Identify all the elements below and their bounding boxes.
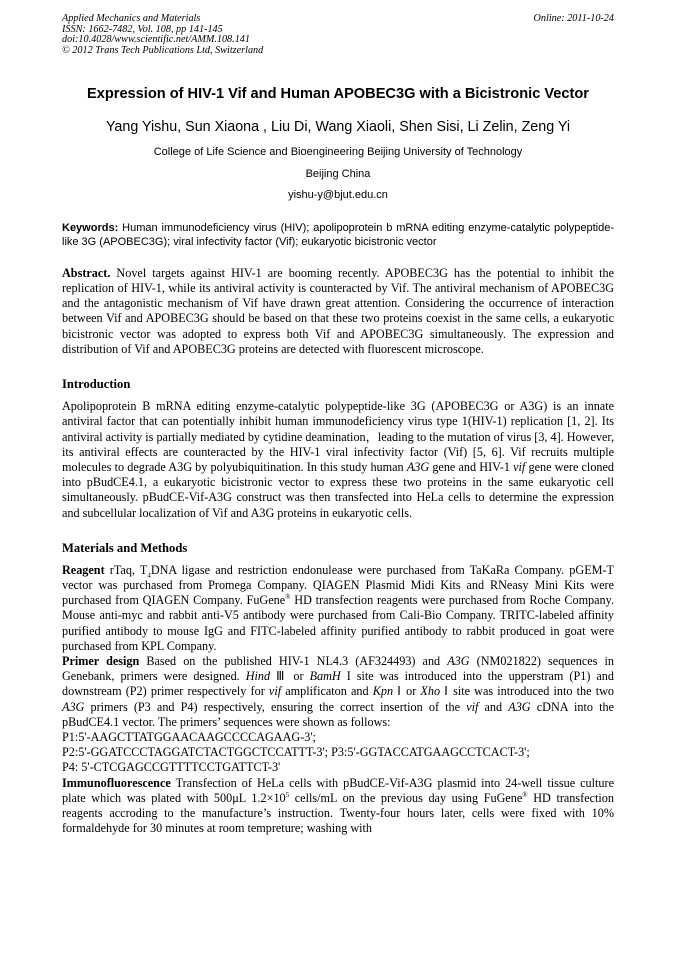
primer-text-f: Ⅰ or <box>393 684 421 699</box>
paper-page <box>62 14 614 836</box>
primer-text-a: Based on the published HIV-1 NL4.3 (AF324493) and <box>139 653 448 668</box>
abstract-label: Abstract. <box>62 265 111 280</box>
affiliation <box>62 142 614 207</box>
enzyme-bamh: BamH <box>309 669 341 684</box>
primer-text-h: primers (P3 and P4) respectively, ensuring the correct insertion of the <box>84 699 467 714</box>
intro-text-2: gene and HIV-1 <box>429 459 514 474</box>
primer-gene-a3g-2: A3G <box>62 699 85 714</box>
email: yishu-y@bjut.edu.cn <box>288 189 388 202</box>
reagent-text-2: DNA ligase and restriction endonulease were purchased from TaKaRa Company. pGEM-T vector was purchased from Promega Company. QIAGEN Plasmid Midi Kits and RNeasy Mini Kits were purchased from QIAGEN Company. FuGene <box>62 562 614 608</box>
author-list: Yang Yishu, Sun Xiaona , Liu Di, Wang Xiaoli, Shen Sisi, Li Zelin, Zeng Yi <box>105 119 571 136</box>
immuno-label: Immunofluorescence <box>62 775 171 790</box>
copyright-line: © 2012 Trans Tech Publications Ltd, Switzerland <box>62 44 264 56</box>
reagent-paragraph <box>62 563 614 654</box>
abstract-paragraph <box>62 266 614 357</box>
immuno-text-2: cells/mL on the previous day using FuGene <box>289 790 523 805</box>
registered-mark: ® <box>285 593 291 602</box>
primer-text-i: and <box>478 699 509 714</box>
intro-text-1: Apolipoprotein B mRNA editing enzyme-catalytic polypeptide-like 3G (APOBEC3G or A3G) is an innate antiviral factor that can potentially inhibit human immunodeficiency virus type 1(HIV-1) replication [1, 2]. Its antiviral activity is partially mediated by cytidine deamination，leading to the mutation of virus [3, 4]. However, its antiviral effects are counteracted by the HIV-1 viral infectivity factor (Vif) [5, 6]. Vif recruits multiple molecules to degrade A3G by polyubiquitination. In this study human <box>62 399 614 474</box>
primer-gene-vif-2: vif <box>466 699 479 714</box>
registered-mark-2: ® <box>522 790 528 799</box>
primer-text-e: amplificaton and <box>281 684 373 699</box>
introduction-heading: Introduction <box>62 377 131 392</box>
intro-text-3: gene were cloned into pBudCE4.1, a eukaryotic bicistronic vector to express these two proteins in the same eukaryotic cell simultaneously. pBudCE-Vif-A3G construct was then transfected into HeLa cells to determine the expression and subcellular localization of Vif and A3G proteins in eukaryotic cells. <box>62 459 615 520</box>
primer-label: Primer design <box>62 653 140 668</box>
primer-text-d: I site was introduced into the upperstram (P1) and downstream (P2) primer respectively for <box>62 669 614 699</box>
enzyme-xho: Xho <box>420 684 441 699</box>
primer-text-b: (NM021822) sequences in Genebank, primers were designed. <box>62 653 615 684</box>
primer-text-g: Ⅰ site was introduced into the two <box>440 684 614 699</box>
keywords-label: Keywords: <box>62 221 119 234</box>
journal-header <box>62 14 614 56</box>
gene-vif: vif <box>513 459 526 474</box>
primer-gene-a3g-3: A3G <box>508 699 531 714</box>
paper-title: Expression of HIV-1 Vif and Human APOBEC3G with a Bicistronic Vector <box>87 86 589 103</box>
reagent-text-3: HD transfection reagents were purchased from Roche Company. Mouse anti-myc and rabbit anti-V5 antibody were purchased from Cali-Bio Company. TRITC-labeled affinity purified antibody to mouse IgG and FITC-labeled affinity purified antibody to rabbit produced in goat were purchased from KPL Company. <box>62 593 614 653</box>
primer-paragraph <box>62 654 614 776</box>
primer-gene-a3g: A3G <box>447 653 470 668</box>
primer-text-c: Ⅲ or <box>270 669 310 684</box>
reagent-subscript: 4 <box>147 571 151 580</box>
enzyme-kpn: Kpn <box>372 684 394 699</box>
immuno-text-1: Transfection of HeLa cells with pBudCE-Vif-A3G plasmid into 24-well tissue culture plate which was plated with 500μL 1.2×10 <box>62 775 614 805</box>
keywords-paragraph <box>62 221 614 250</box>
primer-sequence-3: P4: 5'-CTCGAGCCGTTTTCCTGATTCT-3' <box>62 760 281 775</box>
primer-text-j: cDNA into the pBudCE4.1 vector. The primers’ sequences were shown as follows: <box>62 699 614 729</box>
primer-gene-vif: vif <box>268 684 282 699</box>
introduction-paragraph <box>62 399 614 521</box>
enzyme-hind: Hind <box>245 669 271 684</box>
methods-heading: Materials and Methods <box>62 540 188 555</box>
primer-sequence-1: P1:5'-AAGCTTATGGAACAAGCCCCAGAAG-3'; <box>62 729 316 744</box>
reagent-label: Reagent <box>62 562 105 577</box>
primer-sequence-2: P2:5'-GGATCCCTAGGATCTACTGGCTCCATTT-3'; P3:5'-GGTACCATGAAGCCTCACT-3'; <box>62 745 530 760</box>
doi-line: doi:10.4028/www.scientific.net/AMM.108.141 <box>62 34 250 46</box>
keywords-text: Human immunodeficiency virus (HIV); apolipoprotein b mRNA editing enzyme-catalytic polypeptide-like 3G (APOBEC3G); viral infectivity factor (Vif); eukaryotic bicistronic vector <box>62 221 614 249</box>
immuno-exponent: 5 <box>285 790 290 799</box>
abstract-text: Novel targets against HIV-1 are booming recently. APOBEC3G has the potential to inhibit the replication of HIV-1, while its antiviral activity is counteracted by Vif. The antiviral mechanism of APOBEC3G and the antagonistic mechanism of Vif have drawn great attention. Considering the occurrence of interaction between Vif and APOBEC3G should be based on that these two proteins coexist in the same cells, a eukaryotic bicistronic vector was adopted to express both Vif and APOBEC3G simultaneously. The expression and distribution of Vif and APOBEC3G proteins are detected with fluorescent microscope. <box>62 265 614 356</box>
journal-name: Applied Mechanics and Materials <box>62 13 201 24</box>
gene-a3g: A3G <box>406 459 430 474</box>
institution: College of Life Science and Bioengineering Beijing University of Technology <box>153 146 523 159</box>
city: Beijing China <box>305 167 371 180</box>
issn-line: ISSN: 1662-7482, Vol. 108, pp 141-145 <box>62 23 223 35</box>
immuno-text-3: HD transfection reagents accroding to the manufacture’s instruction. Twenty-four hours later, cells were fixed with 10% formaldehyde for 30 minutes at room tempreture; washing with <box>62 790 614 836</box>
immunofluorescence-paragraph <box>62 776 614 837</box>
reagent-text-1: rTaq, T <box>104 562 148 577</box>
online-date: Online: 2011-10-24 <box>533 13 614 24</box>
